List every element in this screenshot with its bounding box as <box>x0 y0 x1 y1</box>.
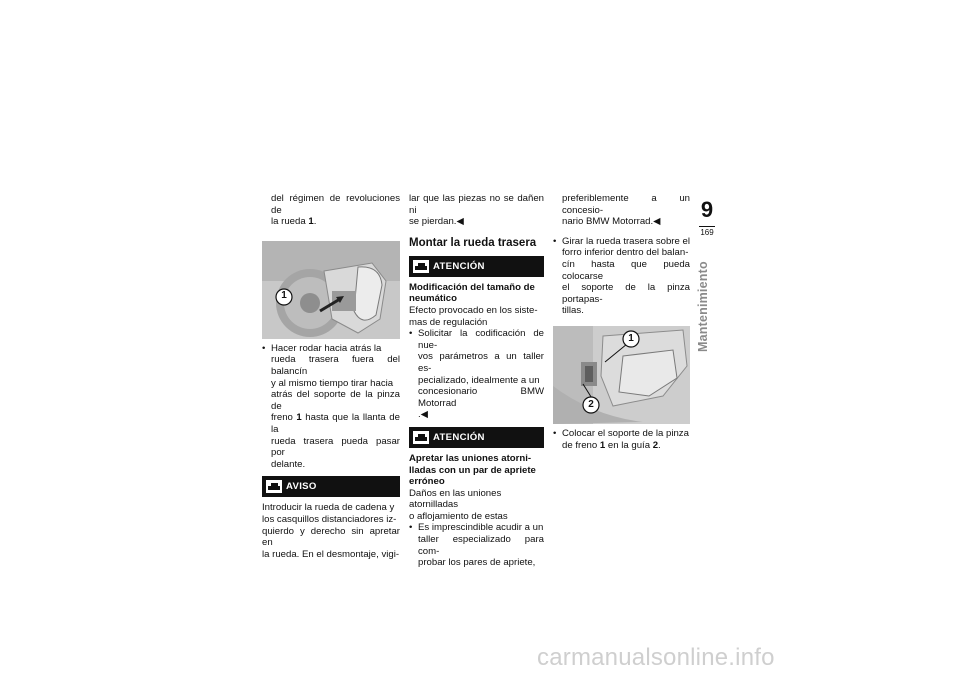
photo-caliper-carrier <box>553 326 690 424</box>
hand-pointer-icon <box>413 260 429 273</box>
chapter-number: 9 <box>700 197 714 222</box>
hand-pointer-icon <box>413 431 429 444</box>
column-left: del régimen de revoluciones de la rueda 1. 1 • Hacer rodar hacia atrás la rueda trasera fuera del balancín y al mismo tiempo tirar hacia atrás del soporte de la pinza de freno 1 hasta que la llanta de la rueda trasera pueda pasar por delante. AVISO Introducir la rueda de cadena y los casquillos distanciadores iz- quierdo y derecho sin apretar en la rueda. En el desmontaje, vigi- <box>262 193 400 560</box>
chapter-title-vertical: Mantenimiento <box>696 261 710 352</box>
column-middle: lar que las piezas no se dañen ni se pierdan.◀ Montar la rueda trasera ATENCIÓN Modificación del tamaño de neumático Efecto provocado en los siste- mas de regulación • Solicitar la codificación de nue- vos parámetros a un taller es- pecializado, idealmente a un concesionario BMW Motorrad .◀ ATENCIÓN Apretar las uniones atorni- lladas con un par de apriete erróneo Daños en las uniones atornilladas o aflojamiento de estas • Es imprescindible acudir a un taller especializado para com- probar los pares de apriete, <box>409 193 544 569</box>
warning-heading: Modificación del tamaño de <box>409 281 535 293</box>
chapter-divider <box>699 226 715 227</box>
bullet-item: • Colocar el soporte de la pinza <box>553 428 690 440</box>
intro-line: la rueda 1. <box>271 216 317 228</box>
photo-wheel-removal <box>262 241 400 339</box>
ref-number: 2 <box>652 439 659 451</box>
end-mark: ◀ <box>456 216 464 228</box>
bullet-item: • Hacer rodar hacia atrás la <box>262 343 400 355</box>
photo-callout: 2 <box>588 398 594 410</box>
watermark-text: carmanualsonline.info <box>537 644 775 671</box>
ref-number: 1 <box>296 412 302 424</box>
column-right: preferiblemente a un concesio- nario BMW Motorrad.◀ • Girar la rueda trasera sobre el forro inferior dentro del balan- cín hasta que pueda colocarse el soporte de la pinza portapas- tillas. 1 2 • Colocar el soporte de la pinza de freno 1 en la guía 2. <box>553 193 690 451</box>
step-rotate-wheel: • Girar la rueda trasera sobre el forro inferior dentro del balan- cín hasta que pueda colocarse el soporte de la pinza portapas- tillas. <box>553 236 690 317</box>
warning-label: ATENCIÓN <box>433 260 485 272</box>
ref-number: 1 <box>599 439 606 451</box>
section-title: Montar la rueda trasera <box>409 236 537 249</box>
notice-label: AVISO <box>286 481 317 493</box>
bullet-item: • Girar la rueda trasera sobre el <box>553 236 690 248</box>
warning-label: ATENCIÓN <box>433 431 485 443</box>
photo-caliper-carrier-drawing <box>553 326 690 424</box>
intro-line: del régimen de revoluciones de <box>271 193 400 216</box>
warning-heading: Apretar las uniones atorni- <box>409 452 532 464</box>
step-remove-wheel: • Hacer rodar hacia atrás la rueda trasera fuera del balancín y al mismo tiempo tirar hacia atrás del soporte de la pinza de freno 1 hasta que la llanta de la rueda trasera pueda pasar por delante. <box>262 343 400 471</box>
end-mark: .◀ <box>418 409 429 421</box>
page-number: 169 <box>700 228 714 237</box>
ref-number: 1 <box>308 216 314 228</box>
step-place-carrier: • Colocar el soporte de la pinza de freno 1 en la guía 2. <box>553 428 690 451</box>
bullet-item: • Solicitar la codificación de nue- <box>409 328 544 351</box>
warning-heading: neumático <box>409 293 457 305</box>
warning-heading: lladas con un par de apriete <box>409 464 536 476</box>
warning-banner <box>409 256 544 277</box>
warning-banner <box>409 427 544 448</box>
photo-callout: 1 <box>281 289 287 301</box>
hand-pointer-icon <box>266 480 282 493</box>
notice-banner <box>262 476 400 497</box>
end-mark: ◀ <box>653 216 661 228</box>
warning-heading: erróneo <box>409 476 445 488</box>
photo-callout: 1 <box>628 332 634 344</box>
bullet-item: • Es imprescindible acudir a un <box>409 522 544 534</box>
